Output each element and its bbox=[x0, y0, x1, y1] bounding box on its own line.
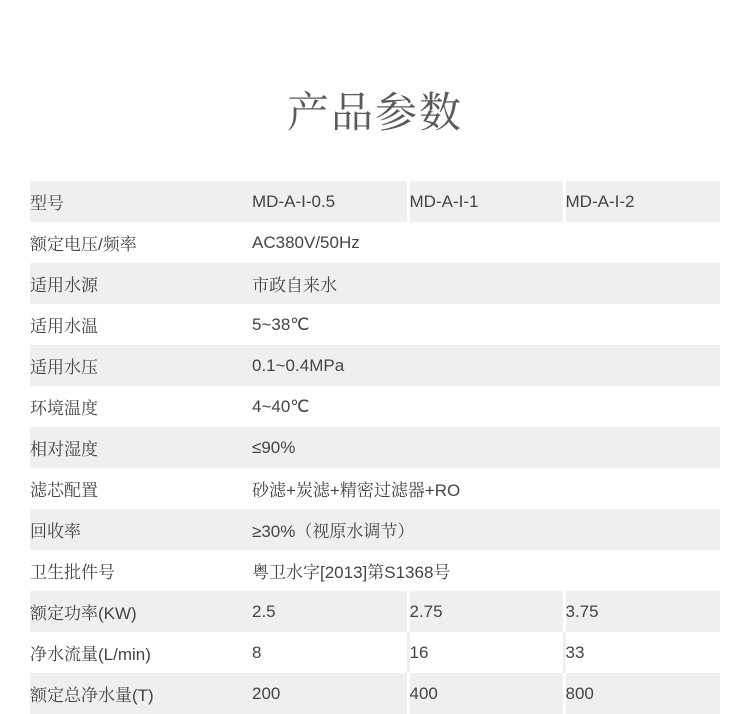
row-value-a: 粤卫水字[2013]第S1368号 bbox=[252, 563, 451, 583]
row-label: 额定电压/频率 bbox=[30, 235, 137, 255]
table-row bbox=[30, 345, 720, 386]
row-value-b: 16 bbox=[408, 632, 564, 673]
table-row bbox=[30, 591, 720, 632]
row-value-a: MD-A-I-0.5 bbox=[252, 191, 336, 211]
row-value-a: 2.5 bbox=[252, 601, 276, 621]
table-row bbox=[30, 263, 720, 304]
row-value-b: 2.75 bbox=[408, 591, 564, 632]
row-label: 额定功率(KW) bbox=[30, 604, 137, 624]
row-label: 型号 bbox=[30, 194, 64, 214]
table-row bbox=[30, 222, 720, 263]
row-label: 适用水源 bbox=[30, 276, 98, 296]
row-value-a: 5~38℃ bbox=[252, 314, 310, 334]
spec-table-body bbox=[30, 181, 720, 714]
table-row bbox=[30, 550, 720, 591]
table-row bbox=[30, 468, 720, 509]
table-row bbox=[30, 509, 720, 550]
table-row bbox=[30, 673, 720, 714]
row-label: 回收率 bbox=[30, 522, 81, 542]
row-value-a: 0.1~0.4MPa bbox=[252, 355, 345, 375]
row-label: 适用水压 bbox=[30, 358, 98, 378]
page-title: 产品参数 bbox=[286, 89, 463, 136]
row-value-b: MD-A-I-1 bbox=[408, 181, 564, 222]
row-label: 额定总净水量(T) bbox=[30, 686, 154, 706]
row-value-c: 3.75 bbox=[564, 591, 720, 632]
row-value-a: 200 bbox=[252, 683, 281, 703]
table-row bbox=[30, 427, 720, 468]
row-label: 净水流量(L/min) bbox=[30, 645, 151, 665]
row-value-a: 8 bbox=[252, 642, 262, 662]
row-value-a: AC380V/50Hz bbox=[252, 232, 360, 252]
row-value-c: 33 bbox=[564, 632, 720, 673]
row-value-c: MD-A-I-2 bbox=[564, 181, 720, 222]
row-value-a: ≤90% bbox=[252, 437, 296, 457]
row-label: 卫生批件号 bbox=[30, 563, 115, 583]
row-label: 适用水温 bbox=[30, 317, 98, 337]
row-label: 相对湿度 bbox=[30, 440, 98, 460]
row-value-a: 砂滤+炭滤+精密过滤器+RO bbox=[252, 481, 461, 501]
row-label: 滤芯配置 bbox=[30, 481, 98, 501]
row-value-b: 400 bbox=[408, 673, 564, 714]
table-row bbox=[30, 632, 720, 673]
spec-table bbox=[30, 181, 720, 714]
table-row bbox=[30, 304, 720, 345]
table-row bbox=[30, 386, 720, 427]
table-row bbox=[30, 181, 720, 222]
row-value-a: ≥30%（视原水调节） bbox=[252, 522, 415, 542]
row-value-c: 800 bbox=[564, 673, 720, 714]
row-label: 环境温度 bbox=[30, 399, 98, 419]
row-value-a: 4~40℃ bbox=[252, 396, 310, 416]
row-value-a: 市政自来水 bbox=[252, 276, 337, 296]
